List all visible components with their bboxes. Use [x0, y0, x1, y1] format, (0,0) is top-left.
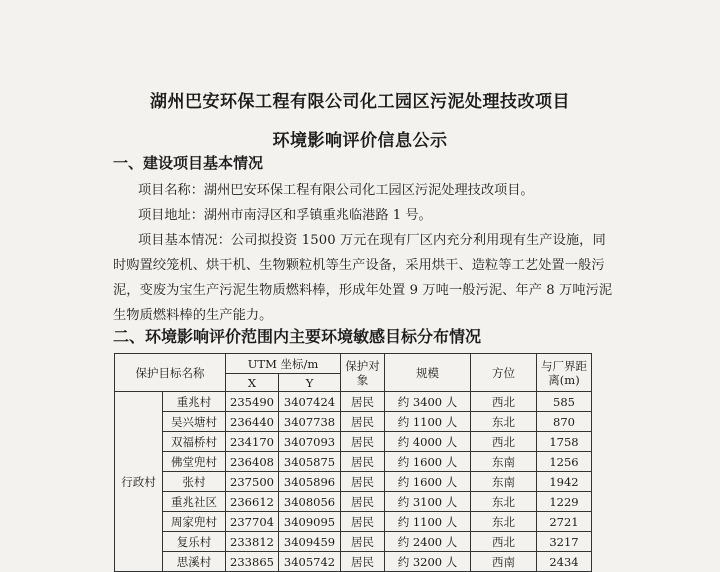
utm-y-cell: 3408056 — [279, 492, 341, 512]
scale-cell: 约 4000 人 — [385, 432, 471, 452]
header-protect-object: 保护对象 — [341, 354, 385, 392]
target-name-cell: 重兆社区 — [163, 492, 226, 512]
protect-object-cell: 居民 — [341, 432, 385, 452]
utm-y-cell: 3405742 — [279, 552, 341, 572]
table-row — [115, 412, 592, 432]
target-name-cell: 张村 — [163, 472, 226, 492]
protect-object-cell: 居民 — [341, 412, 385, 432]
table-row — [115, 552, 592, 572]
project-summary: 项目基本情况：公司拟投资 1500 万元在现有厂区内充分利用现有生产设施，同时购置绞笼机、烘干机、生物颗粒机等生产设备，采用烘干、造粒等工艺处置一般污泥，变废为宝生产污泥生物质燃料棒，形成年处置 9 万吨一般污泥、年产 8 万吨污泥生物质燃料棒的生产能力。 — [113, 233, 613, 323]
protect-object-cell: 居民 — [341, 512, 385, 532]
utm-y-cell: 3407424 — [279, 392, 341, 412]
section-2-heading: 二、环境影响评价范围内主要环境敏感目标分布情况 — [113, 327, 482, 346]
target-name-cell: 佛堂兜村 — [163, 452, 226, 472]
protect-object-cell: 居民 — [341, 452, 385, 472]
distance-cell: 585 — [537, 392, 592, 412]
project-address: 项目地址：湖州市南浔区和孚镇重兆临港路 1 号。 — [138, 208, 432, 223]
scale-cell: 约 3400 人 — [385, 392, 471, 412]
distance-cell: 3217 — [537, 532, 592, 552]
table-row — [115, 452, 592, 472]
direction-cell: 西南 — [471, 552, 537, 572]
distance-cell: 1942 — [537, 472, 592, 492]
table-row — [115, 432, 592, 452]
utm-x-cell: 236408 — [226, 452, 279, 472]
distance-cell: 870 — [537, 412, 592, 432]
scale-cell: 约 1600 人 — [385, 472, 471, 492]
utm-x-cell: 233812 — [226, 532, 279, 552]
utm-y-cell: 3405875 — [279, 452, 341, 472]
distance-cell: 1229 — [537, 492, 592, 512]
distance-cell: 2434 — [537, 552, 592, 572]
header-distance: 与厂界距离(m) — [537, 354, 592, 392]
scale-cell: 约 3200 人 — [385, 552, 471, 572]
protect-object-cell: 居民 — [341, 472, 385, 492]
scale-cell: 约 2400 人 — [385, 532, 471, 552]
utm-y-cell: 3407093 — [279, 432, 341, 452]
utm-x-cell: 237704 — [226, 512, 279, 532]
utm-y-cell: 3409459 — [279, 532, 341, 552]
scale-cell: 约 3100 人 — [385, 492, 471, 512]
direction-cell: 东北 — [471, 512, 537, 532]
direction-cell: 东南 — [471, 452, 537, 472]
direction-cell: 西北 — [471, 432, 537, 452]
utm-y-cell: 3407738 — [279, 412, 341, 432]
utm-x-cell: 237500 — [226, 472, 279, 492]
table-row — [115, 532, 592, 552]
distance-cell: 1256 — [537, 452, 592, 472]
project-name: 项目名称：湖州巴安环保工程有限公司化工园区污泥处理技改项目。 — [138, 183, 534, 198]
direction-cell: 东北 — [471, 492, 537, 512]
header-direction: 方位 — [471, 354, 537, 392]
target-name-cell: 重兆村 — [163, 392, 226, 412]
scale-cell: 约 1600 人 — [385, 452, 471, 472]
document-title: 湖州巴安环保工程有限公司化工园区污泥处理技改项目 — [150, 92, 570, 112]
direction-cell: 东北 — [471, 412, 537, 432]
distance-cell: 2721 — [537, 512, 592, 532]
scale-cell: 约 1100 人 — [385, 412, 471, 432]
direction-cell: 东南 — [471, 472, 537, 492]
utm-x-cell: 235490 — [226, 392, 279, 412]
table-row — [115, 512, 592, 532]
target-name-cell: 复乐村 — [163, 532, 226, 552]
table-row — [115, 392, 592, 412]
protect-object-cell: 居民 — [341, 532, 385, 552]
utm-y-cell: 3405896 — [279, 472, 341, 492]
distance-cell: 1758 — [537, 432, 592, 452]
utm-x-cell: 233865 — [226, 552, 279, 572]
protect-object-cell: 居民 — [341, 392, 385, 412]
direction-cell: 西北 — [471, 392, 537, 412]
table-row — [115, 492, 592, 512]
target-name-cell: 思溪村 — [163, 552, 226, 572]
utm-x-cell: 236440 — [226, 412, 279, 432]
table-row — [115, 472, 592, 492]
sensitive-targets-table — [114, 353, 592, 572]
scale-cell: 约 1100 人 — [385, 512, 471, 532]
protect-object-cell: 居民 — [341, 492, 385, 512]
target-name-cell: 吴兴塘村 — [163, 412, 226, 432]
header-y: Y — [279, 374, 341, 392]
group-label-cell: 行政村 — [115, 392, 163, 572]
target-name-cell: 周家兜村 — [163, 512, 226, 532]
utm-x-cell: 236612 — [226, 492, 279, 512]
utm-x-cell: 234170 — [226, 432, 279, 452]
target-name-cell: 双福桥村 — [163, 432, 226, 452]
section-1-heading: 一、建设项目基本情况 — [113, 154, 264, 172]
utm-y-cell: 3409095 — [279, 512, 341, 532]
protect-object-cell: 居民 — [341, 552, 385, 572]
header-x: X — [226, 374, 279, 392]
document-subtitle: 环境影响评价信息公示 — [272, 131, 448, 151]
header-utm: UTM 坐标/m — [226, 354, 341, 374]
table-body — [115, 392, 592, 572]
header-target-name: 保护目标名称 — [115, 354, 226, 392]
header-scale: 规模 — [385, 354, 471, 392]
direction-cell: 西北 — [471, 532, 537, 552]
